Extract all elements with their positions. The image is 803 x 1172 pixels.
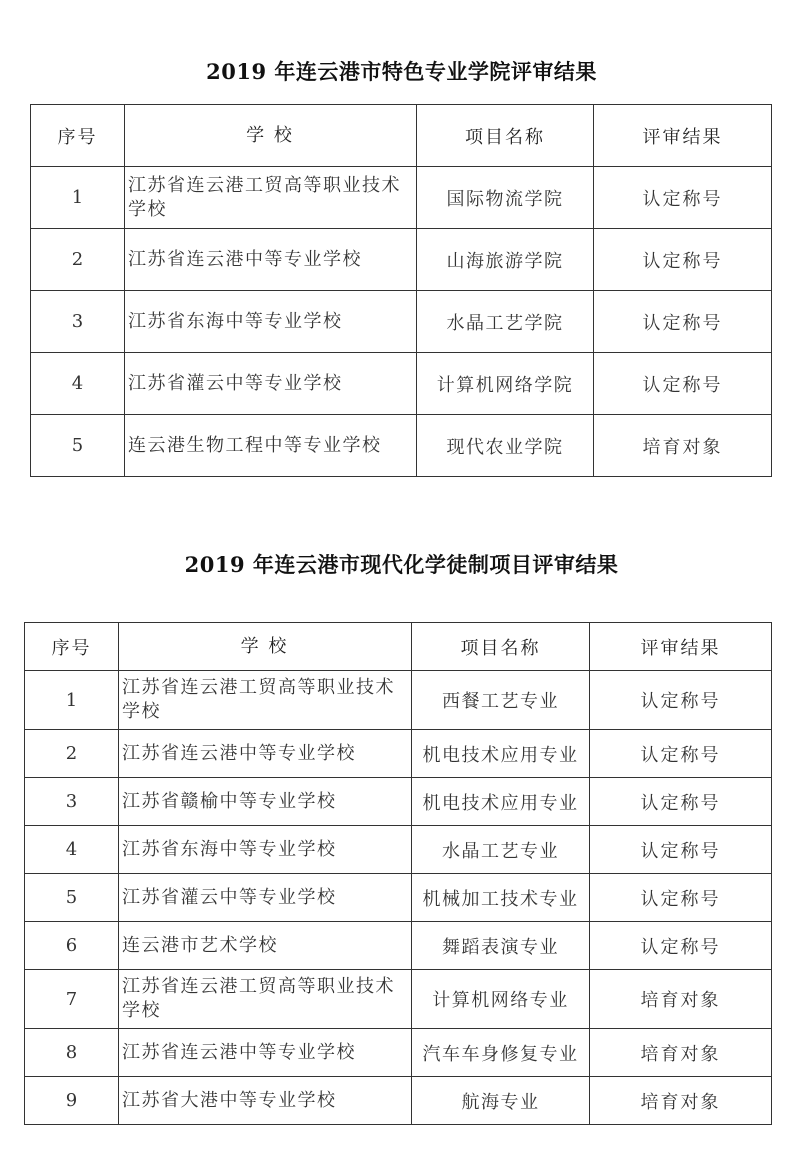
section1-title: 2019 年连云港市特色专业学院评审结果 (206, 59, 597, 84)
table-header-row (31, 105, 772, 167)
header-result: 评审结果 (590, 623, 772, 671)
row-result: 认定称号 (594, 291, 772, 353)
row-project: 水晶工艺专业 (412, 826, 590, 874)
table-row (31, 167, 772, 229)
header-seq: 序号 (25, 623, 119, 671)
row-school: 江苏省大港中等专业学校 (119, 1077, 412, 1125)
row-result: 培育对象 (590, 1029, 772, 1077)
table-row (25, 826, 772, 874)
row-result: 认定称号 (590, 671, 772, 730)
row-seq: 5 (31, 415, 125, 477)
table-row (25, 1077, 772, 1125)
row-school: 江苏省连云港中等专业学校 (119, 1029, 412, 1077)
header-school: 学 校 (125, 105, 417, 167)
row-seq: 3 (25, 778, 119, 826)
table-row (31, 353, 772, 415)
row-result: 培育对象 (594, 415, 772, 477)
row-seq: 3 (31, 291, 125, 353)
header-result: 评审结果 (594, 105, 772, 167)
header-seq: 序号 (31, 105, 125, 167)
row-seq: 4 (25, 826, 119, 874)
row-school: 江苏省东海中等专业学校 (119, 826, 412, 874)
row-result: 认定称号 (590, 778, 772, 826)
row-result: 认定称号 (594, 167, 772, 229)
table-row (25, 874, 772, 922)
row-project: 机电技术应用专业 (412, 730, 590, 778)
row-school: 连云港市艺术学校 (119, 922, 412, 970)
row-school: 江苏省连云港工贸高等职业技术学校 (119, 970, 412, 1029)
row-project: 国际物流学院 (417, 167, 594, 229)
table-row (31, 291, 772, 353)
row-school: 江苏省灌云中等专业学校 (125, 353, 417, 415)
row-seq: 8 (25, 1029, 119, 1077)
row-project: 汽车车身修复专业 (412, 1029, 590, 1077)
row-project: 山海旅游学院 (417, 229, 594, 291)
table-row (25, 730, 772, 778)
row-seq: 1 (25, 671, 119, 730)
table-row (25, 970, 772, 1029)
row-project: 舞蹈表演专业 (412, 922, 590, 970)
table-header-row (25, 623, 772, 671)
table-row (25, 1029, 772, 1077)
table-row (25, 778, 772, 826)
apprenticeship-table (24, 622, 772, 1125)
row-school: 连云港生物工程中等专业学校 (125, 415, 417, 477)
row-result: 培育对象 (590, 970, 772, 1029)
row-project: 计算机网络专业 (412, 970, 590, 1029)
row-project: 航海专业 (412, 1077, 590, 1125)
row-seq: 4 (31, 353, 125, 415)
header-school: 学 校 (119, 623, 412, 671)
table-row (25, 922, 772, 970)
row-result: 认定称号 (594, 229, 772, 291)
row-seq: 6 (25, 922, 119, 970)
table-row (31, 229, 772, 291)
row-seq: 7 (25, 970, 119, 1029)
row-project: 机械加工技术专业 (412, 874, 590, 922)
row-school: 江苏省连云港工贸高等职业技术学校 (125, 167, 417, 229)
row-school: 江苏省赣榆中等专业学校 (119, 778, 412, 826)
specialty-college-table (30, 104, 772, 477)
row-project: 计算机网络学院 (417, 353, 594, 415)
table-row (31, 415, 772, 477)
row-school: 江苏省连云港中等专业学校 (119, 730, 412, 778)
row-seq: 2 (31, 229, 125, 291)
row-project: 现代农业学院 (417, 415, 594, 477)
row-result: 认定称号 (590, 922, 772, 970)
row-result: 认定称号 (590, 874, 772, 922)
row-project: 机电技术应用专业 (412, 778, 590, 826)
header-project: 项目名称 (412, 623, 590, 671)
row-result: 认定称号 (590, 826, 772, 874)
row-seq: 1 (31, 167, 125, 229)
row-seq: 5 (25, 874, 119, 922)
section2-title: 2019 年连云港市现代化学徒制项目评审结果 (184, 552, 619, 577)
row-result: 认定称号 (590, 730, 772, 778)
header-project: 项目名称 (417, 105, 594, 167)
row-project: 西餐工艺专业 (412, 671, 590, 730)
row-project: 水晶工艺学院 (417, 291, 594, 353)
row-school: 江苏省连云港中等专业学校 (125, 229, 417, 291)
row-result: 培育对象 (590, 1077, 772, 1125)
row-school: 江苏省连云港工贸高等职业技术学校 (119, 671, 412, 730)
table-row (25, 671, 772, 730)
row-result: 认定称号 (594, 353, 772, 415)
row-seq: 9 (25, 1077, 119, 1125)
row-school: 江苏省东海中等专业学校 (125, 291, 417, 353)
row-school: 江苏省灌云中等专业学校 (119, 874, 412, 922)
row-seq: 2 (25, 730, 119, 778)
